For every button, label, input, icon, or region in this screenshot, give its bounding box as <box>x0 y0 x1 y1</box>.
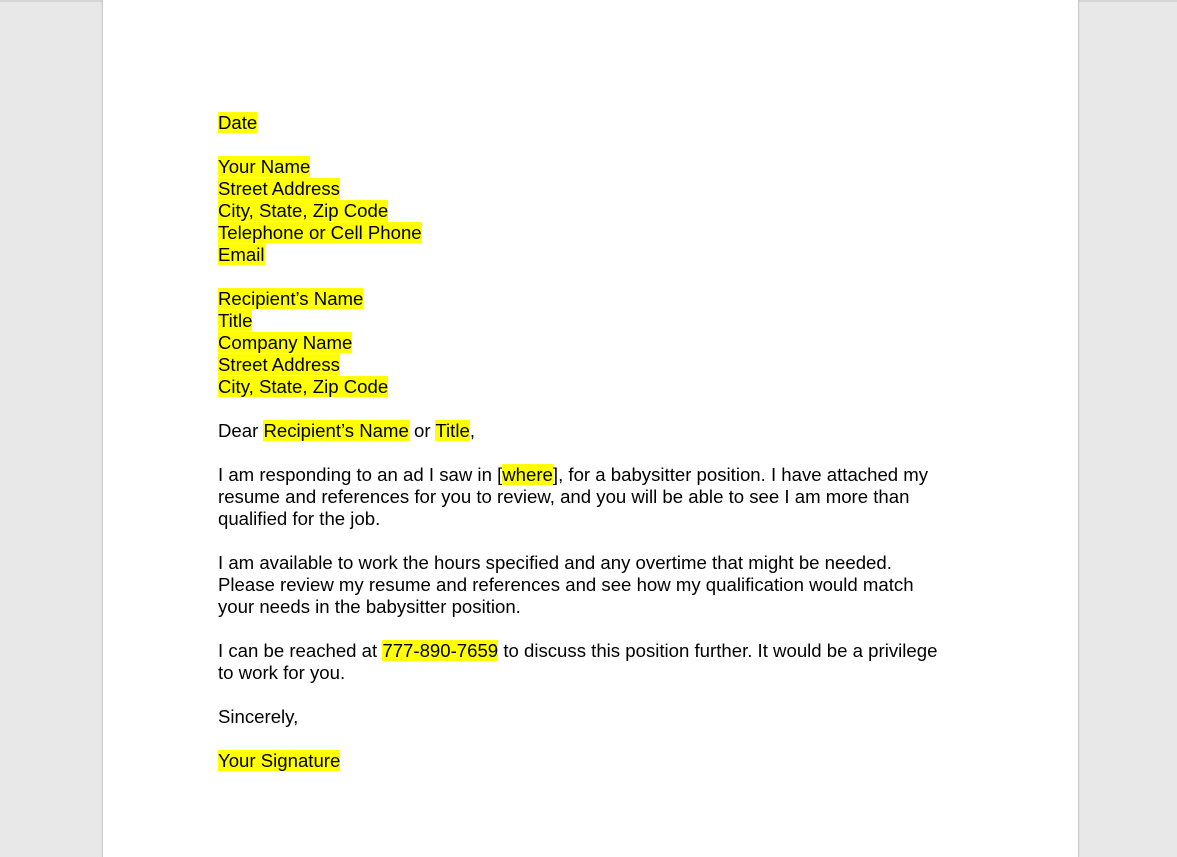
phone-placeholder: 777-890-7659 <box>382 640 499 661</box>
salutation-suffix: , <box>469 420 475 441</box>
para3-line1-after: to discuss this position further. It would be a privilege <box>498 640 938 661</box>
recipient-company: Company Name <box>218 332 353 353</box>
para1-line1-after: ], for a babysitter position. I have attached my <box>552 464 929 485</box>
salutation-prefix: Dear <box>218 420 264 441</box>
spacer <box>218 728 978 750</box>
signature-placeholder: Your Signature <box>218 750 341 771</box>
sender-street-line <box>218 178 978 200</box>
spacer <box>218 618 978 640</box>
recipient-title: Title <box>218 310 253 331</box>
para2-line1: I am available to work the hours specified and any overtime that might be needed. <box>218 552 892 573</box>
document-page[interactable] <box>102 0 1079 857</box>
recipient-street: Street Address <box>218 354 340 375</box>
recipient-title-line <box>218 310 978 332</box>
spacer <box>218 530 978 552</box>
recipient-city-line <box>218 376 978 398</box>
spacer <box>218 442 978 464</box>
recipient-city: City, State, Zip Code <box>218 376 389 397</box>
recipient-street-line <box>218 354 978 376</box>
sender-email: Email <box>218 244 265 265</box>
recipient-company-line <box>218 332 978 354</box>
sender-name-line <box>218 156 978 178</box>
para2-line3: your needs in the babysitter position. <box>218 596 521 617</box>
para1-line2: resume and references for you to review, and you will be able to see I am more than <box>218 486 910 507</box>
para3-line2: to work for you. <box>218 662 346 683</box>
spacer <box>218 134 978 156</box>
salutation-middle: or <box>408 420 436 441</box>
recipient-name: Recipient’s Name <box>218 288 364 309</box>
letter-body <box>218 112 978 772</box>
spacer <box>218 398 978 420</box>
sender-email-line <box>218 244 978 266</box>
spacer <box>218 684 978 706</box>
date-placeholder: Date <box>218 112 258 133</box>
sender-street: Street Address <box>218 178 340 199</box>
para1-line3: qualified for the job. <box>218 508 381 529</box>
para3-line1 <box>218 640 978 662</box>
where-placeholder: where <box>502 464 553 485</box>
date-line <box>218 112 978 134</box>
recipient-name-line <box>218 288 978 310</box>
sender-phone: Telephone or Cell Phone <box>218 222 422 243</box>
sender-city-line <box>218 200 978 222</box>
salutation-title: Title <box>435 420 470 441</box>
para1-line1-before: I am responding to an ad I saw in [ <box>218 464 503 485</box>
closing-line: Sincerely, <box>218 706 299 727</box>
sender-phone-line <box>218 222 978 244</box>
signature-line <box>218 750 978 772</box>
spacer <box>218 266 978 288</box>
sender-city: City, State, Zip Code <box>218 200 389 221</box>
salutation-name: Recipient’s Name <box>263 420 409 441</box>
para2-line2: Please review my resume and references and see how my qualification would match <box>218 574 914 595</box>
para3-line1-before: I can be reached at <box>218 640 383 661</box>
para1-line1 <box>218 464 978 486</box>
salutation-line <box>218 420 978 442</box>
sender-name: Your Name <box>218 156 311 177</box>
